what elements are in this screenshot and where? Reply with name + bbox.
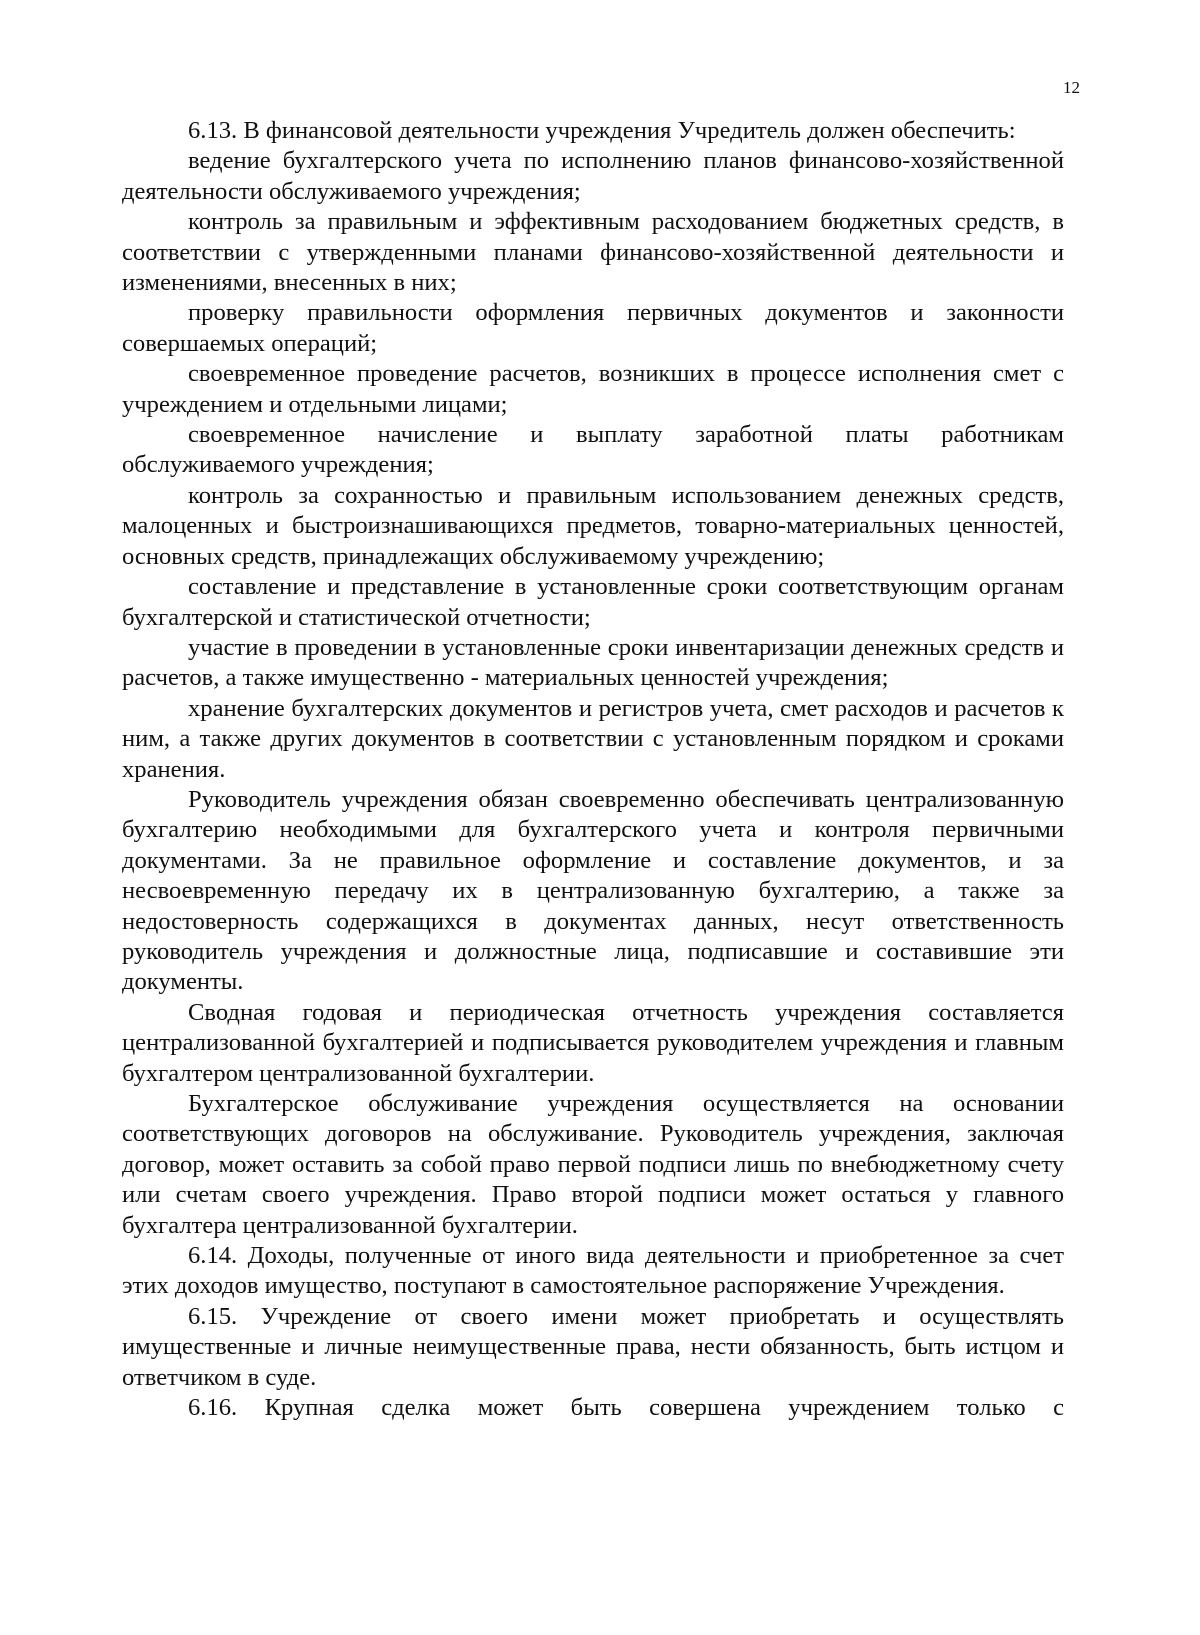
paragraph-6-16: 6.16. Крупная сделка может быть совершена учреждением только с	[188, 1394, 1064, 1422]
paragraph-6-14: 6.14. Доходы, полученные от иного вида деятельности и приобретенное за счет этих доходов имущество, поступают в самостоятельное распоряжение Учреждения.	[122, 1242, 1064, 1300]
document-body	[122, 116, 1064, 1423]
paragraph-reporting: составление и представление в установленные сроки соответствующим органам бухгалтерской и статистической отчетности;	[122, 573, 1064, 631]
paragraph-settlements: своевременное проведение расчетов, возникших в процессе исполнения смет с учреждением и отдельными лицами;	[122, 360, 1064, 418]
paragraph-salary: своевременное начисление и выплату заработной платы работникам обслуживаемого учреждения;	[122, 421, 1064, 479]
paragraph-budget-control: контроль за правильным и эффективным расходованием бюджетных средств, в соответствии с утвержденными планами финансово-хозяйственной деятельности и изменениями, внесенных в них;	[122, 208, 1064, 297]
paragraph-service-contract: Бухгалтерское обслуживание учреждения осуществляется на основании соответствующих договоров на обслуживание. Руководитель учреждения, заключая договор, может оставить за собой право первой подписи лишь по внебюджетному счету или счетам своего учреждения. Право второй подписи может остаться у главного бухгалтера централизованной бухгалтерии.	[122, 1090, 1064, 1239]
paragraph-storage: хранение бухгалтерских документов и регистров учета, смет расходов и расчетов к ним, а также других документов в соответствии с установленным порядком и сроками хранения.	[122, 694, 1064, 783]
paragraph-6-13-intro: 6.13. В финансовой деятельности учреждения Учредитель должен обеспечить:	[188, 117, 1016, 144]
paragraph-director-duty: Руководитель учреждения обязан своевременно обеспечивать централизованную бухгалтерию необходимыми для бухгалтерского учета и контроля первичными документами. За не правильное оформление и составление документов, и за несвоевременную передачу их в централизованную бухгалтерию, а также за недостоверность содержащихся в документах данных, несут ответственность руководитель учреждения и должностные лица, подписавшие и составившие эти документы.	[122, 785, 1064, 996]
paragraph-6-15: 6.15. Учреждение от своего имени может приобретать и осуществлять имущественные и личные неимущественные права, нести обязанность, быть истцом и ответчиком в суде.	[122, 1302, 1064, 1391]
paragraph-accounting: ведение бухгалтерского учета по исполнению планов финансово-хозяйственной деятельности обслуживаемого учреждения;	[122, 147, 1064, 205]
paragraph-summary-reporting: Сводная годовая и периодическая отчетность учреждения составляется централизованной бухгалтерией и подписывается руководителем учреждения и главным бухгалтером централизованной бухгалтерии.	[122, 998, 1064, 1087]
paragraph-asset-control: контроль за сохранностью и правильным использованием денежных средств, малоценных и быстроизнашивающихся предметов, товарно-материальных ценностей, основных средств, принадлежащих обслуживаемому учреждению;	[122, 481, 1064, 570]
paragraph-inventory: участие в проведении в установленные сроки инвентаризации денежных средств и расчетов, а также имущественно - материальных ценностей учреждения;	[122, 633, 1064, 692]
page-number: 12	[1063, 78, 1080, 97]
paragraph-document-check: проверку правильности оформления первичных документов и законности совершаемых операций;	[122, 299, 1064, 357]
